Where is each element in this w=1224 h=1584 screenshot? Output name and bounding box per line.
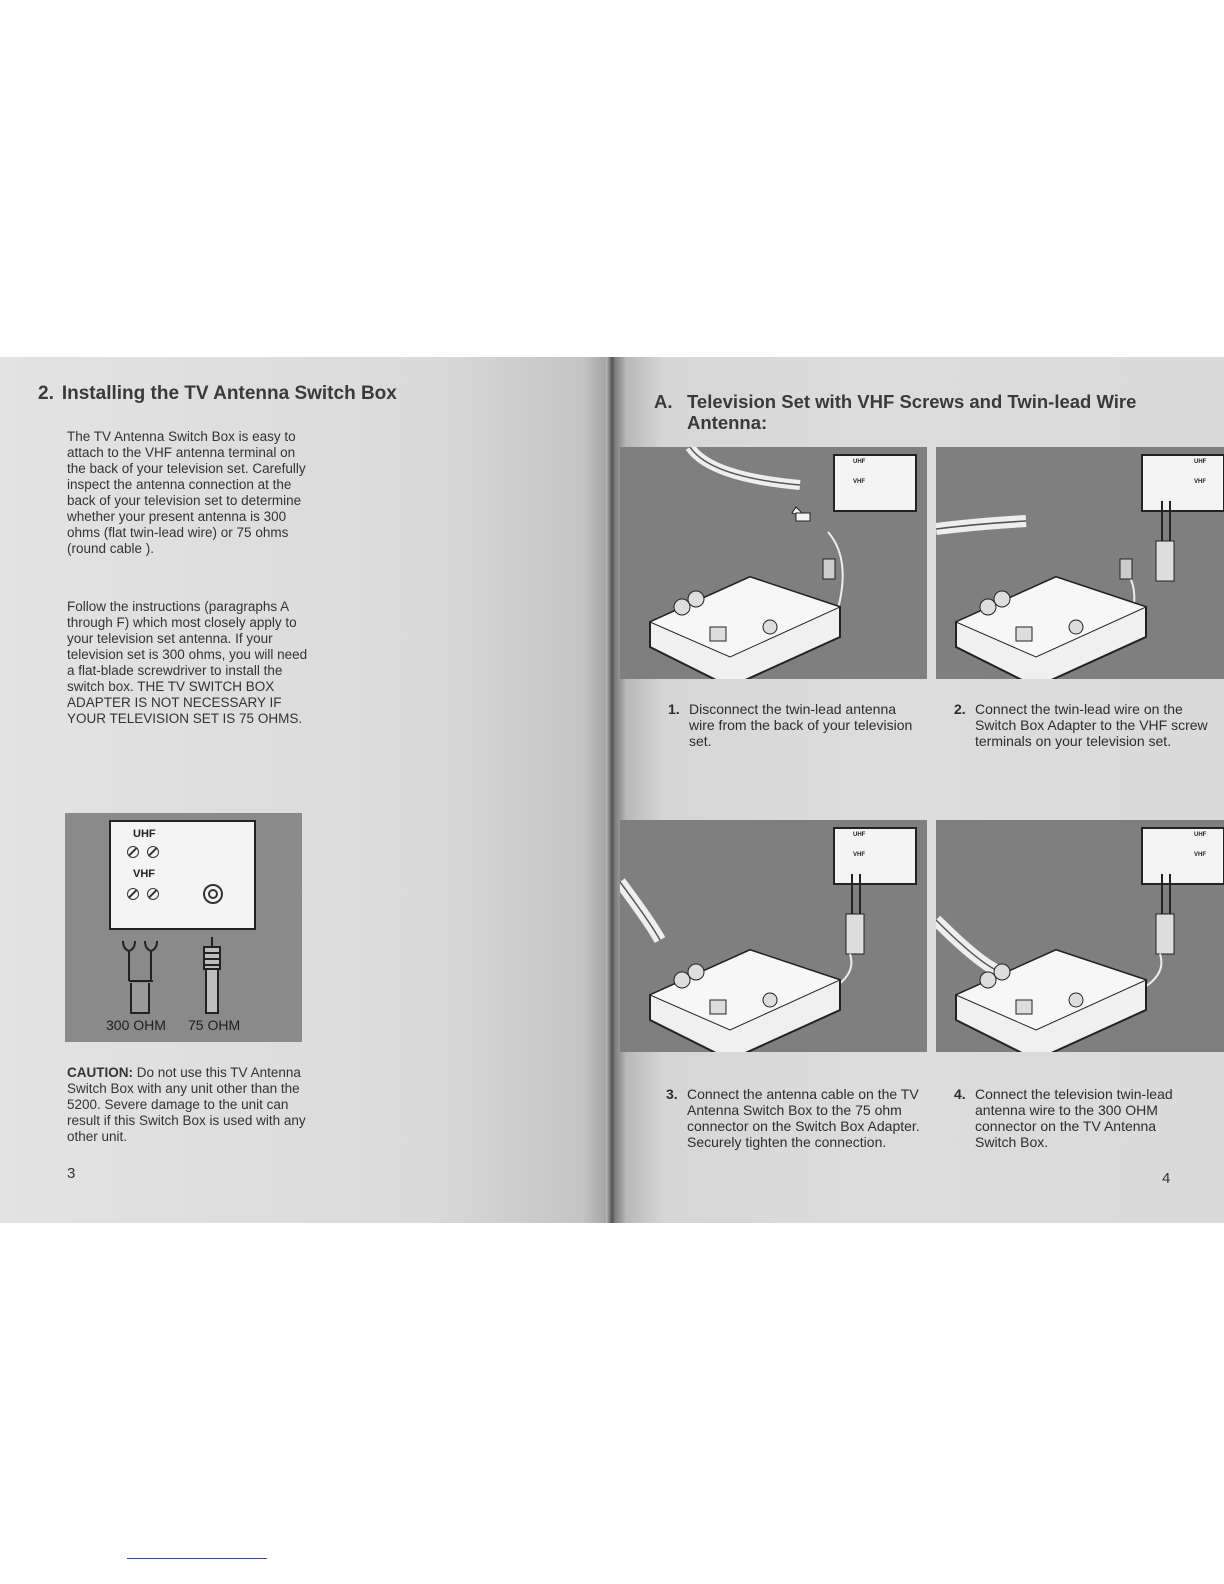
f-connector-icon [204, 937, 220, 1013]
step-number: 4. [954, 1086, 966, 1102]
left-page [0, 357, 614, 1223]
footnote-rule [127, 1558, 267, 1559]
step-number: 2. [954, 701, 966, 717]
manual-spread [0, 357, 1224, 1223]
spade-lug-icon [123, 941, 157, 1013]
step-text: Connect the antenna cable on the TV Antenna Switch Box to the 75 ohm connector on the Switch Box Adapter. Securely tighten the connection. [687, 1086, 920, 1150]
caution-text: Do not use this TV Antenna Switch Box with any unit other than the 5200. Severe damage to the unit can result if this Switch Box is used with any other unit. [67, 1065, 306, 1144]
step-3-illustration [620, 820, 927, 1052]
caution-label: CAUTION: [67, 1065, 133, 1080]
panel-vhf-label: VHF [1194, 479, 1206, 485]
panel-vhf-label: VHF [853, 852, 865, 858]
section-title: Installing the TV Antenna Switch Box [61, 383, 397, 404]
step-2 [954, 701, 1209, 749]
page-number-left: 3 [67, 1165, 76, 1182]
step-3 [666, 1086, 921, 1150]
subsection-title: Television Set with VHF Screws and Twin-lead Wire Antenna: [687, 391, 1137, 433]
panel-vhf-label: VHF [853, 479, 865, 485]
connector-diagram [65, 813, 302, 1042]
page-number-right: 4 [1162, 1170, 1171, 1187]
label-300-ohm: 300 OHM [106, 1017, 166, 1033]
section-heading [38, 383, 397, 405]
step-text: Disconnect the twin-lead antenna wire from the back of your television set. [689, 701, 913, 749]
step-number: 3. [666, 1086, 678, 1102]
step-text: Connect the twin-lead wire on the Switch Box Adapter to the VHF screw terminals on your television set. [975, 701, 1208, 749]
subsection-heading [654, 391, 1214, 433]
subsection-letter: A. [654, 391, 673, 412]
panel-uhf-label: UHF [853, 459, 866, 465]
vhf-label: VHF [133, 868, 155, 880]
step-1 [668, 701, 923, 749]
step-4-illustration [936, 820, 1224, 1052]
caution-note [67, 1065, 317, 1145]
terminal-panel [109, 820, 256, 930]
step-number: 1. [668, 701, 680, 717]
step-4 [954, 1086, 1194, 1150]
panel-vhf-label: VHF [1194, 852, 1206, 858]
intro-paragraph: The TV Antenna Switch Box is easy to attach to the VHF antenna terminal on the back of your television set. Carefully inspect the antenna connection at the back of your television set to determine whether your present antenna is 300 ohms (flat twin-lead wire) or 75 ohms (round cable ). [67, 429, 306, 556]
panel-uhf-label: UHF [853, 832, 866, 838]
step-2-illustration [936, 447, 1224, 679]
screw-icon [127, 888, 139, 900]
step-text: Connect the television twin-lead antenna wire to the 300 OHM connector on the TV Antenna Switch Box. [975, 1086, 1173, 1150]
step-1-illustration [620, 447, 927, 679]
label-75-ohm: 75 OHM [188, 1017, 241, 1033]
screw-icon [127, 846, 139, 858]
panel-uhf-label: UHF [1194, 832, 1207, 838]
coax-jack-icon [203, 884, 223, 904]
right-page [614, 357, 1224, 1223]
screw-icon [147, 846, 159, 858]
panel-uhf-label: UHF [1194, 459, 1207, 465]
uhf-label: UHF [133, 828, 156, 840]
instructions-paragraph: Follow the instructions (paragraphs A through F) which most closely apply to your television set antenna. If your television set is 300 ohms, you will need a flat-blade screwdriver to install the switch box. THE TV SWITCH BOX ADAPTER IS NOT NECESSARY IF YOUR TELEVISION SET IS 75 OHMS. [67, 599, 308, 726]
section-number: 2. [38, 383, 54, 404]
screw-icon [147, 888, 159, 900]
